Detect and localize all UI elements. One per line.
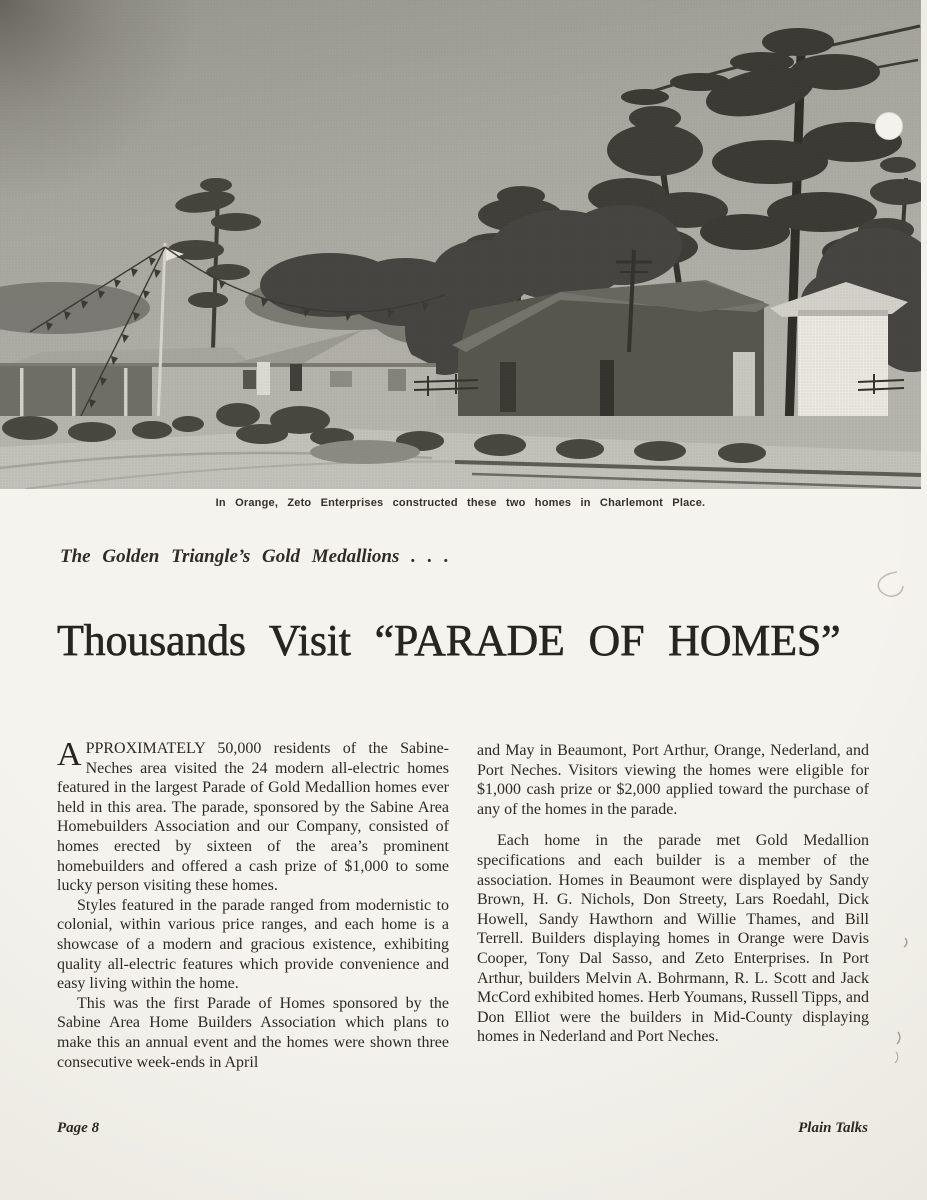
article-right-column [477, 741, 869, 1047]
page-number: Page 8 [57, 1120, 100, 1136]
halftone-texture [0, 0, 921, 489]
parade-of-homes-photo [0, 0, 921, 489]
paragraph: Each home in the parade met Gold Medallion specifications and each builder is a member of the association. Homes in Beaumont were displayed by Sandy Brown, H. G. Nichols, Don Streety, Lars Roedahl, Dick Howell, Sandy Hawthorn and Willie Thames, and Bill Terrell. Builders displaying homes in Orange were Davis Cooper, Tony Dal Sasso, and Zeto Enterprises. In Port Arthur, builders Melvin A. Bohrmann, R. L. Scott and Jack McCord exhibited homes. Herb Youmans, Russell Tipps, and Don Elliot were the builders in Mid-County displaying homes in Nederland and Port Neches. [477, 832, 869, 1046]
publication-name: Plain Talks [798, 1120, 868, 1136]
drop-cap: A [57, 736, 82, 773]
headline: Thousands Visit “PARADE OF HOMES” [57, 616, 841, 665]
kicker: The Golden Triangle’s Gold Medallions . . . [60, 546, 449, 567]
article-left-column [57, 736, 449, 1072]
photo-caption: In Orange, Zeto Enterprises constructed these two homes in Charlemont Place. [215, 497, 706, 509]
paragraph-lead-text: PPROXIMATELY 50,000 residents of the Sabine-Neches area visited the 24 modern all-electric homes featured in the largest Parade of Gold Medallion homes ever held in this area. The parade, sponsored by the Sabine Area Homebuilders Association and our Company, consisted of homes erected by sixteen of the area’s prominent homebuilders and offered a cash prize of $1,000 to some lucky person visiting these homes. [57, 740, 449, 895]
paragraph: and May in Beaumont, Port Arthur, Orange, Nederland, and Port Neches. Visitors viewing the homes were eligible for $1,000 cash prize or $2,000 applied toward the purchase of any of the homes in the parade. [477, 742, 869, 818]
paragraph-lead [57, 736, 449, 896]
hole-punch [876, 113, 903, 140]
paragraph: This was the first Parade of Homes sponsored by the Sabine Area Home Builders Association which plans to make this an annual event and the homes were shown three consecutive week-ends in April [57, 994, 449, 1071]
paragraph: Styles featured in the parade ranged from modernistic to colonial, within various price ranges, and each home is a showcase of a modern and gracious existence, exhibiting quality all-electric features which provide convenience and easy living within the home. [57, 896, 449, 993]
